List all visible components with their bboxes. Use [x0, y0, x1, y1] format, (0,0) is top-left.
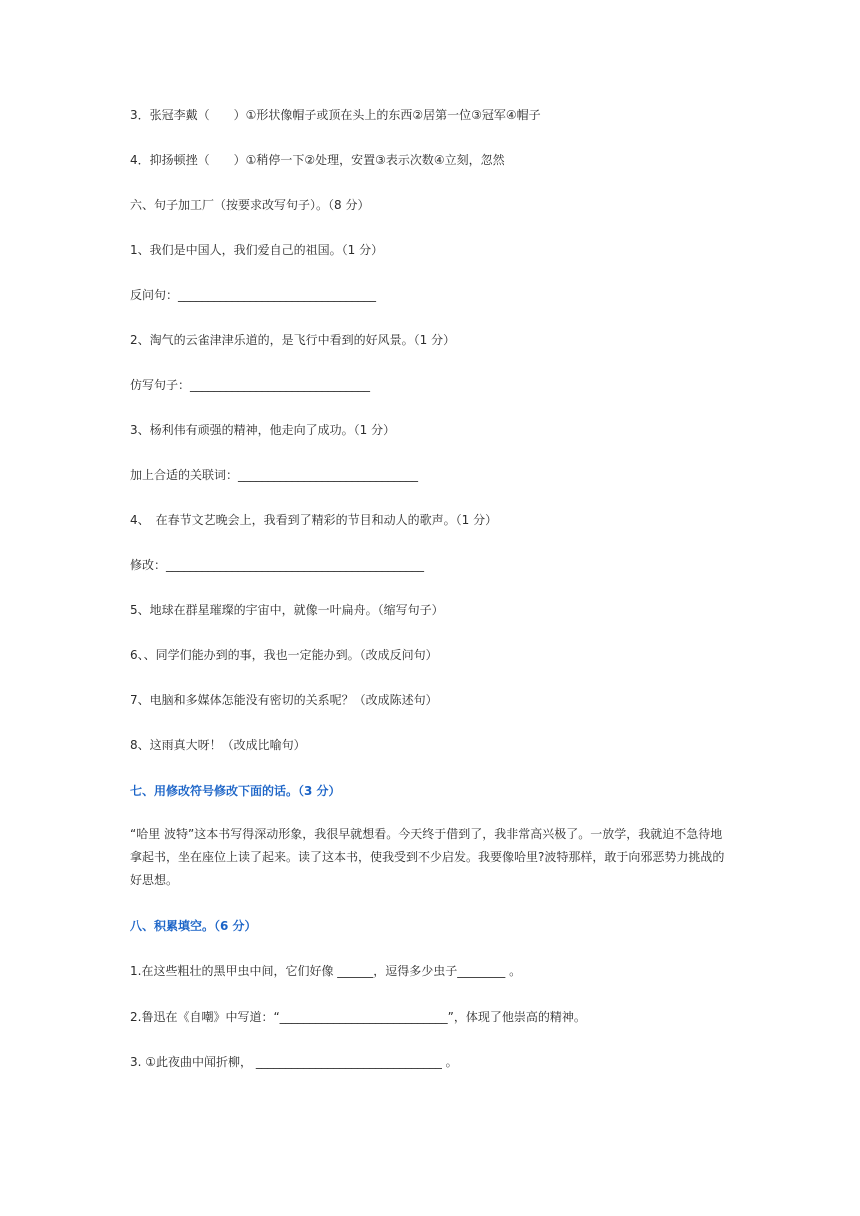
- q6-sentence-2: 2、淘气的云雀津津乐道的，是飞行中看到的好风景。（1 分）: [130, 333, 456, 347]
- q5-item-3: 3．张冠李戴（ ）①形状像帽子或顶在头上的东西②居第一位③冠军④帽子: [130, 108, 541, 122]
- q6-sentence-4: 4、 在春节文艺晚会上，我看到了精彩的节目和动人的歌声。（1 分）: [130, 513, 498, 527]
- section-7-title: 七、用修改符号修改下面的话。（3 分）: [130, 784, 341, 798]
- q8-sentence-2: 2.鲁迅在《自嘲》中写道：“____________________________”，体现了他崇高的精神。: [130, 1010, 586, 1024]
- q8-sentence-3: 3. ①此夜曲中闻折柳， _______________________________ 。: [130, 1055, 458, 1069]
- q5-item-4: 4．抑扬顿挫（ ）①稍停一下②处理，安置③表示次数④立刻，忽然: [130, 153, 505, 167]
- q6-answer-4: 修改：___________________________________________: [130, 558, 425, 572]
- q6-answer-3: 加上合适的关联词：______________________________: [130, 468, 419, 482]
- q6-sentence-7: 7、电脑和多媒体怎能没有密切的关系呢？（改成陈述句）: [130, 693, 438, 707]
- q6-sentence-8: 8、这雨真大呀！（改成比喻句）: [130, 738, 306, 752]
- q6-answer-2: 仿写句子：______________________________: [130, 378, 371, 392]
- section-6-title: 六、句子加工厂（按要求改写句子）。（8 分）: [130, 198, 370, 212]
- q6-sentence-1: 1、我们是中国人，我们爱自己的祖国。（1 分）: [130, 243, 384, 257]
- q8-sentence-1: 1.在这些粗壮的黑甲虫中间，它们好像 ______，逗得多少虫子________ 。: [130, 964, 522, 978]
- q6-sentence-5: 5、地球在群星璀璨的宇宙中，就像一叶扁舟。（缩写句子）: [130, 603, 444, 617]
- q6-sentence-6: 6、、同学们能办到的事，我也一定能办到。（改成反问句）: [130, 648, 438, 662]
- q6-answer-1: 反问句：_________________________________: [130, 288, 377, 302]
- section-7-passage: “哈里 波特”这本书写得深动形象，我很早就想看。今天终于借到了，我非常高兴极了。一放学，我就迫不急待地拿起书，坐在座位上读了起来。读了这本书，使我受到不少启发。我要像哈里?波特那样，敢于向邪恶势力挑战的好思想。: [130, 827, 725, 887]
- section-8-title: 八、积累填空。（6 分）: [130, 919, 257, 933]
- q6-sentence-3: 3、杨利伟有顽强的精神，他走向了成功。（1 分）: [130, 423, 396, 437]
